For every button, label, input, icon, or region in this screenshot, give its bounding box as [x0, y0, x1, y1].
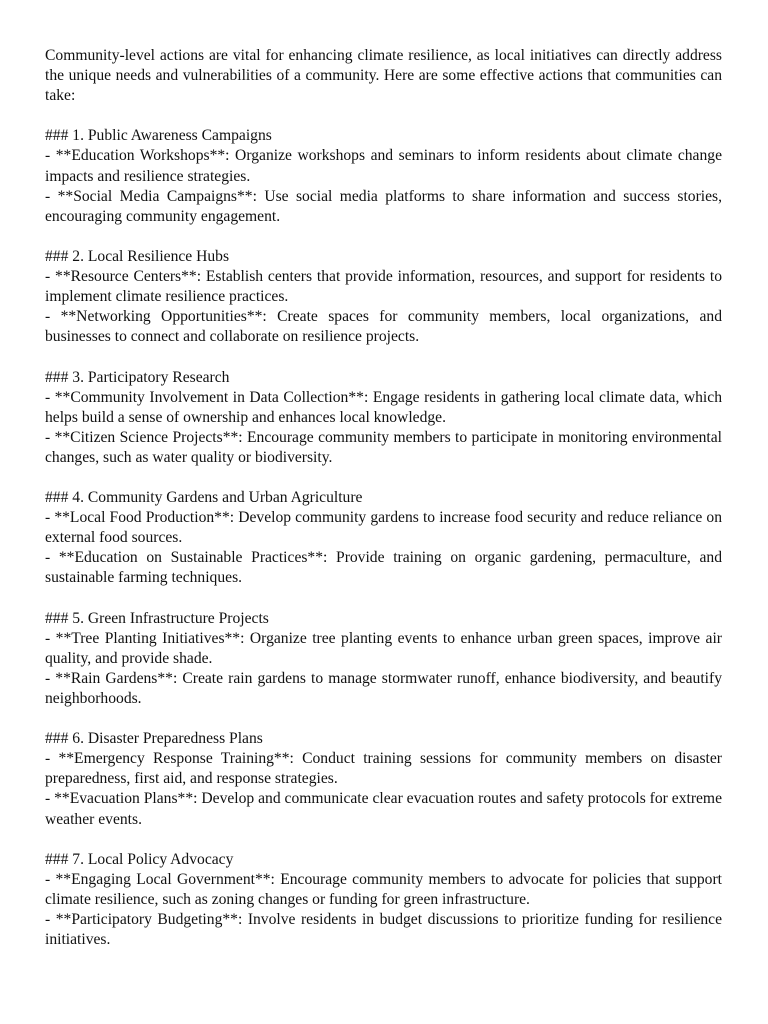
section-1 [45, 126, 722, 226]
spacer [45, 106, 722, 126]
spacer [45, 347, 722, 367]
section-heading: ### 4. Community Gardens and Urban Agriculture [45, 489, 363, 507]
bullet-item: - **Engaging Local Government**: Encourage community members to advocate for policies that support climate resilience, such as zoning changes or funding for green infrastructure. [45, 870, 722, 908]
section-2 [45, 247, 722, 347]
section-7 [45, 850, 722, 950]
bullet-item: - **Evacuation Plans**: Develop and communicate clear evacuation routes and safety protocols for extreme weather events. [45, 790, 722, 828]
bullet-item: - **Community Involvement in Data Collection**: Engage residents in gathering local climate data, which helps build a sense of ownership and enhances local knowledge. [45, 388, 722, 426]
section-heading: ### 6. Disaster Preparedness Plans [45, 730, 263, 748]
bullet-item: - **Education Workshops**: Organize workshops and seminars to inform residents about climate change impacts and resilience strategies. [45, 147, 722, 185]
bullet-item: - **Local Food Production**: Develop community gardens to increase food security and reduce reliance on external food sources. [45, 509, 722, 547]
bullet-item: - **Tree Planting Initiatives**: Organize tree planting events to enhance urban green spaces, improve air quality, and provide shade. [45, 629, 722, 667]
bullet-item: - **Rain Gardens**: Create rain gardens to manage stormwater runoff, enhance biodiversity, and beautify neighborhoods. [45, 669, 722, 707]
section-heading: ### 7. Local Policy Advocacy [45, 850, 234, 868]
bullet-item: - **Citizen Science Projects**: Encourage community members to participate in monitoring environmental changes, such as water quality or biodiversity. [45, 428, 722, 466]
spacer [45, 830, 722, 850]
spacer [45, 589, 722, 609]
spacer [45, 227, 722, 247]
bullet-item: - **Resource Centers**: Establish centers that provide information, resources, and support for residents to implement climate resilience practices. [45, 268, 722, 306]
intro-paragraph: Community-level actions are vital for enhancing climate resilience, as local initiatives can directly address the unique needs and vulnerabilities of a community. Here are some effective actions that communities can take: [45, 47, 722, 105]
spacer [45, 709, 722, 729]
section-4 [45, 488, 722, 588]
section-3 [45, 368, 722, 468]
section-heading: ### 3. Participatory Research [45, 368, 230, 386]
bullet-item: - **Participatory Budgeting**: Involve residents in budget discussions to prioritize funding for resilience initiatives. [45, 911, 722, 949]
document-body [45, 46, 722, 950]
bullet-item: - **Networking Opportunities**: Create spaces for community members, local organizations, and businesses to connect and collaborate on resilience projects. [45, 308, 722, 346]
section-5 [45, 609, 722, 709]
section-heading: ### 1. Public Awareness Campaigns [45, 127, 272, 145]
bullet-item: - **Social Media Campaigns**: Use social media platforms to share information and success stories, encouraging community engagement. [45, 187, 722, 225]
bullet-item: - **Emergency Response Training**: Conduct training sessions for community members on disaster preparedness, first aid, and response strategies. [45, 750, 722, 788]
section-heading: ### 2. Local Resilience Hubs [45, 247, 230, 265]
spacer [45, 468, 722, 488]
bullet-item: - **Education on Sustainable Practices**: Provide training on organic gardening, permaculture, and sustainable farming techniques. [45, 549, 722, 587]
section-6 [45, 729, 722, 829]
section-heading: ### 5. Green Infrastructure Projects [45, 609, 269, 627]
